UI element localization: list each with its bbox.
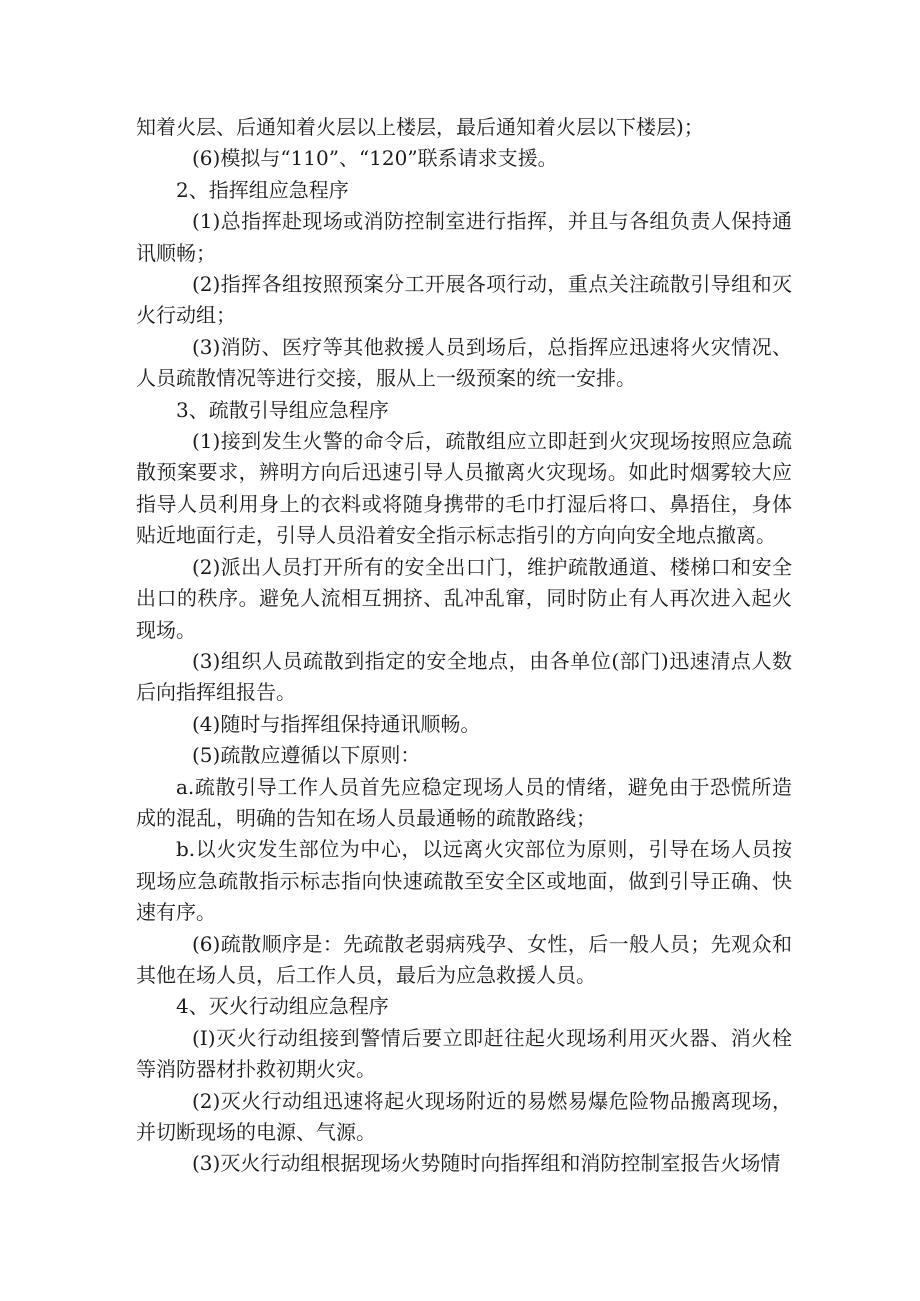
section-heading: 2、指挥组应急程序 — [176, 177, 349, 202]
paragraph-item: (2)灭火行动组迅速将起火现场附近的易燃易爆危险物品搬离现场，并切断现场的电源、气源。 — [136, 1088, 792, 1144]
paragraph-item: (6)疏散顺序是：先疏散老弱病残孕、女性，后一般人员；先观众和其他在场人员，后工作人员，最后为应急救援人员。 — [136, 931, 792, 987]
paragraph-item: (2)指挥各组按照预案分工开展各项行动，重点关注疏散引导组和灭火行动组； — [136, 272, 792, 328]
paragraph-item: (2)派出人员打开所有的安全出口门，维护疏散通道、楼梯口和安全出口的秩序。避免人流相互拥挤、乱冲乱窜，同时防止有人再次进入起火现场。 — [136, 554, 792, 642]
paragraph-item: (3)消防、医疗等其他救援人员到场后，总指挥应迅速将火灾情况、人员疏散情况等进行交接，服从上一级预案的统一安排。 — [136, 334, 792, 391]
paragraph-item: (6)模拟与“110”、“120”联系请求支援。 — [192, 146, 558, 171]
document-body — [136, 112, 792, 1180]
paragraph-subitem: a.疏散引导工作人员首先应稳定现场人员的情绪，避免由于恐慌所造成的混乱，明确的告知在场人员最通畅的疏散路线； — [136, 774, 792, 830]
section-heading: 3、疏散引导组应急程序 — [176, 397, 389, 422]
paragraph-item: (3)组织人员疏散到指定的安全地点，由各单位(部门)迅速清点人数后向指挥组报告。 — [136, 648, 792, 705]
paragraph-subitem: b.以火灾发生部位为中心，以远离火灾部位为原则，引导在场人员按现场应急疏散指示标志指向快速疏散至安全区或地面，做到引导正确、快速有序。 — [136, 837, 792, 925]
paragraph-item: (3)灭火行动组根据现场火势随时向指挥组和消防控制室报告火场情 — [192, 1151, 781, 1176]
paragraph-item: (1)接到发生火警的命令后，疏散组应立即赶到火灾现场按照应急疏散预案要求，辨明方向后迅速引导人员撤离火灾现场。如此时烟雾较大应指导人员利用身上的衣料或将随身携带的毛巾打湿后将口、鼻捂住，身体贴近地面行走，引导人员沿着安全指示标志指引的方向向安全地点撤离。 — [136, 429, 792, 548]
section-heading: 4、灭火行动组应急程序 — [176, 994, 389, 1019]
paragraph-item: (I)灭火行动组接到警情后要立即赶往起火现场利用灭火器、消火栓等消防器材扑救初期火灾。 — [136, 1025, 792, 1082]
paragraph-item: (5)疏散应遵循以下原则： — [192, 743, 421, 768]
paragraph-continuation: 知着火层、后通知着火层以上楼层，最后通知着火层以下楼层)； — [136, 115, 704, 139]
paragraph-item: (1)总指挥赴现场或消防控制室进行指挥，并且与各组负责人保持通讯顺畅； — [136, 209, 792, 265]
paragraph-item: (4)随时与指挥组保持通讯顺畅。 — [192, 711, 481, 736]
